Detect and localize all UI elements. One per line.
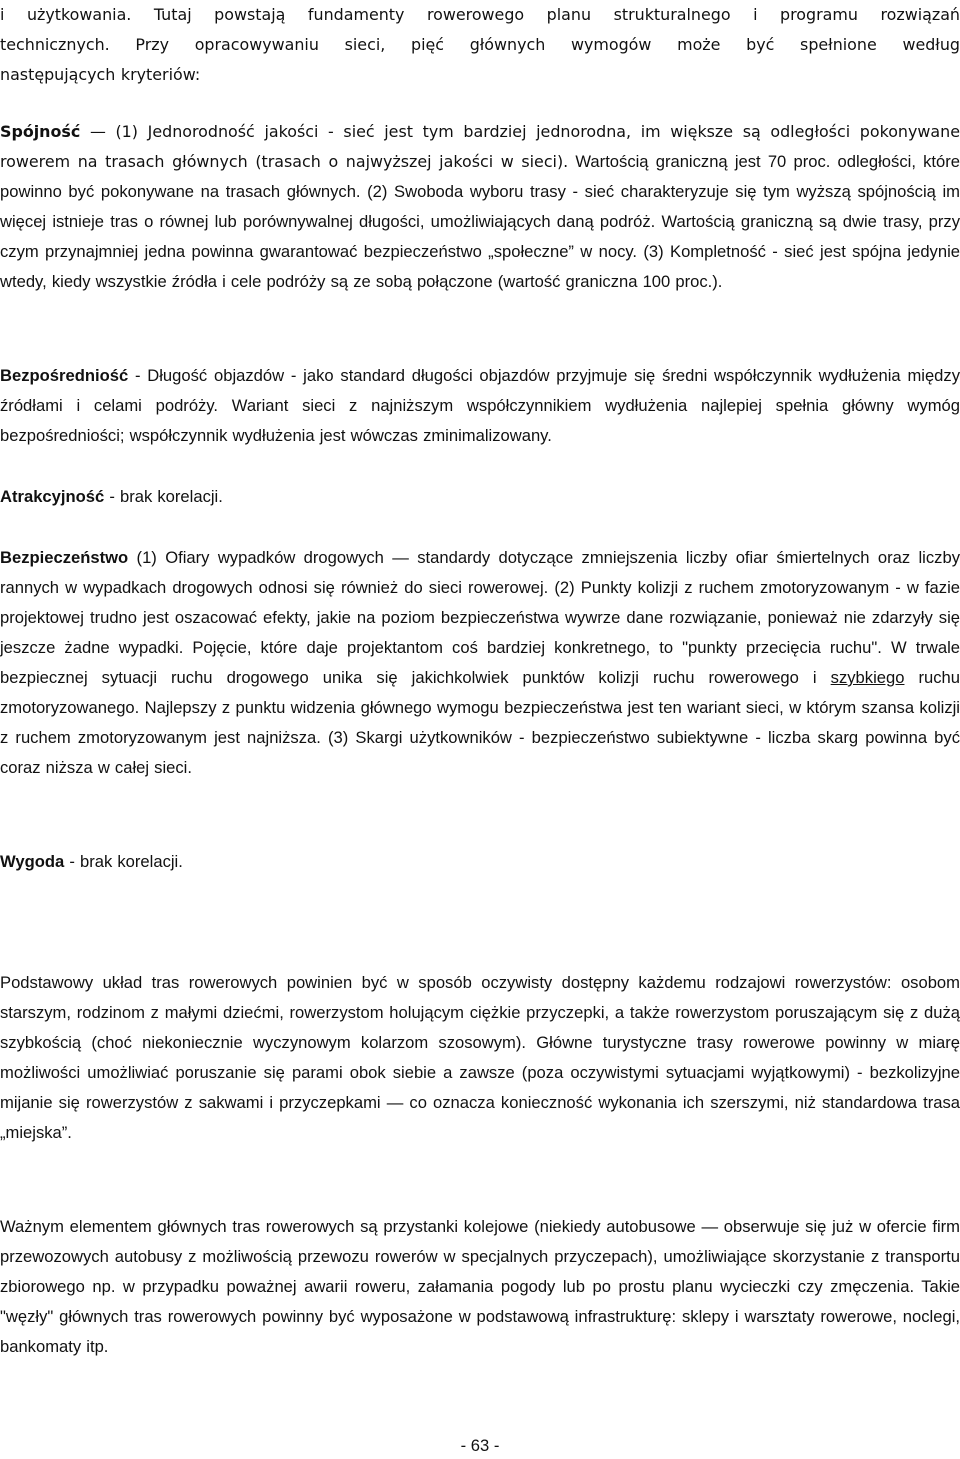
bezpieczenstwo-paragraph [0,543,960,783]
intro-line-3: następujących kryteriów: [0,65,201,84]
intro-line-1: i użytkowania. Tutaj powstają fundamenty rowerowego planu strukturalnego i programu rozwiązań [0,5,960,24]
przystanki-paragraph: Ważnym elementem głównych tras rowerowych są przystanki kolejowe (niekiedy autobusowe — obserwuje się już w ofercie firm przewozowych autobusy z możliwością przewozu rowerów w specjalnych przyczepach), umożliwiające skorzystanie z transportu zbiorowego np. w przypadku poważnej awarii roweru, załamania pogody lub po prostu planu wycieczki czy zmęczenia. Takie "węzły" głównych tras rowerowych powinny być wyposażone w podstawową infrastrukturę: sklepy i warsztaty rowerowe, noclegi, bankomaty itp. [0,1217,960,1356]
wygoda-paragraph [0,847,960,877]
bezpieczenstwo-term: Bezpieczeństwo [0,548,129,567]
atrakcyjnosc-term: Atrakcyjność [0,487,105,506]
spojnosc-text-a: — (1) Jednorodność jakości - sieć jest tym bardziej jednorodna, im większe są odległości pokonywane rowerem na trasach głównych (trasach o najwyższej jakości w sieci). [0,122,960,171]
bezpieczenstwo-text-a: (1) Ofiary wypadków drogowych — standardy dotyczące zmniejszenia liczby ofiar śmiertelnych oraz liczby rannych w wypadkach drogowych odnosi się również do sieci rowerowej. (2) Punkty kolizji z ruchem zmotoryzowanym - w fazie projektowej trudno jest oszacować efekty, jakie na poziom bezpieczeństwa wywrze dane rozwiązanie, ponieważ nie zdarzyły się jeszcze żadne wypadki. Pojęcie, które daje projektantom coś bardziej konkretnego, to "punkty przecięcia ruchu". W trwale bezpiecznej sytuacji ruchu drogowego unika się jakichkolwiek punktów kolizji ruchu rowerowego i [0,548,960,687]
atrakcyjnosc-text: - brak korelacji. [104,487,223,506]
bezpieczenstwo-underlined-word: szybkiego [830,668,905,687]
intro-line-2: technicznych. Przy opracowywaniu sieci, pięć głównych wymogów może być spełnione według [0,35,960,54]
bezpieczenstwo-text-b: ruchu zmotoryzowanego. Najlepszy z punktu widzenia głównego wymogu bezpieczeństwa jest ten wariant sieci, w którym szansa kolizji z ruchem zmotoryzowanym jest najniższa. (3) Skargi użytkowników - bezpieczeństwo subiektywne - liczba skarg powinna być coraz niższa w całej sieci. [0,668,960,777]
intro-paragraph [0,0,960,90]
bezposredniosc-text: - Długość objazdów - jako standard długości objazdów przyjmuje się średni współczynnik wydłużenia między źródłami i celami podróży. Wariant sieci z najniższym współczynnikiem wydłużenia najlepiej spełnia główny wymóg bezpośredniości; współczynnik wydłużenia jest wówczas zminimalizowany. [0,366,960,445]
atrakcyjnosc-paragraph [0,482,960,512]
bezposredniosc-paragraph [0,361,960,451]
spojnosc-term: Spójność [0,122,81,141]
spojnosc-text-b: Wartością graniczną jest 70 proc. odległości, które powinno być pokonywane na trasach głównych. (2) Swoboda wyboru trasy - sieć charakteryzuje się tym wyższą spójnością im więcej istnieje tras o równej lub porównywalnej długości, umożliwiających daną podróż. Wartością graniczną są dwie trasy, przy czym przynajmniej jedna powinna gwarantować bezpieczeństwo „społeczne” w nocy. (3) Kompletność - sieć jest spójna jedynie wtedy, kiedy wszystkie źródła i cele podróży są ze sobą połączone (wartość graniczna 100 proc.). [0,152,960,291]
uklad-tras-paragraph: Podstawowy układ tras rowerowych powinien być w sposób oczywisty dostępny każdemu rodzajowi rowerzystów: osobom starszym, rodzinom z małymi dziećmi, rowerzystom holującym ciężkie przyczepki, a także rowerzystom poruszającym się z dużą szybkością (choć niekoniecznie wyczynowym kolarzom szosowym). Główne turystyczne trasy rowerowe powinny w miarę możliwości umożliwiać poruszanie się parami obok siebie a zawsze (poza oczywistymi sytuacjami wyjątkowymi) - bezkolizyjne mijanie się rowerzystów z sakwami i przyczepkami — co oznacza konieczność wykonania ich szerszymi, niż standardowa trasa „miejska”. [0,973,960,1142]
spojnosc-paragraph [0,117,960,297]
wygoda-text: - brak korelacji. [64,852,183,871]
wygoda-term: Wygoda [0,852,65,871]
bezposredniosc-term: Bezpośredniość [0,366,129,385]
page-number: - 63 - [460,1436,500,1455]
